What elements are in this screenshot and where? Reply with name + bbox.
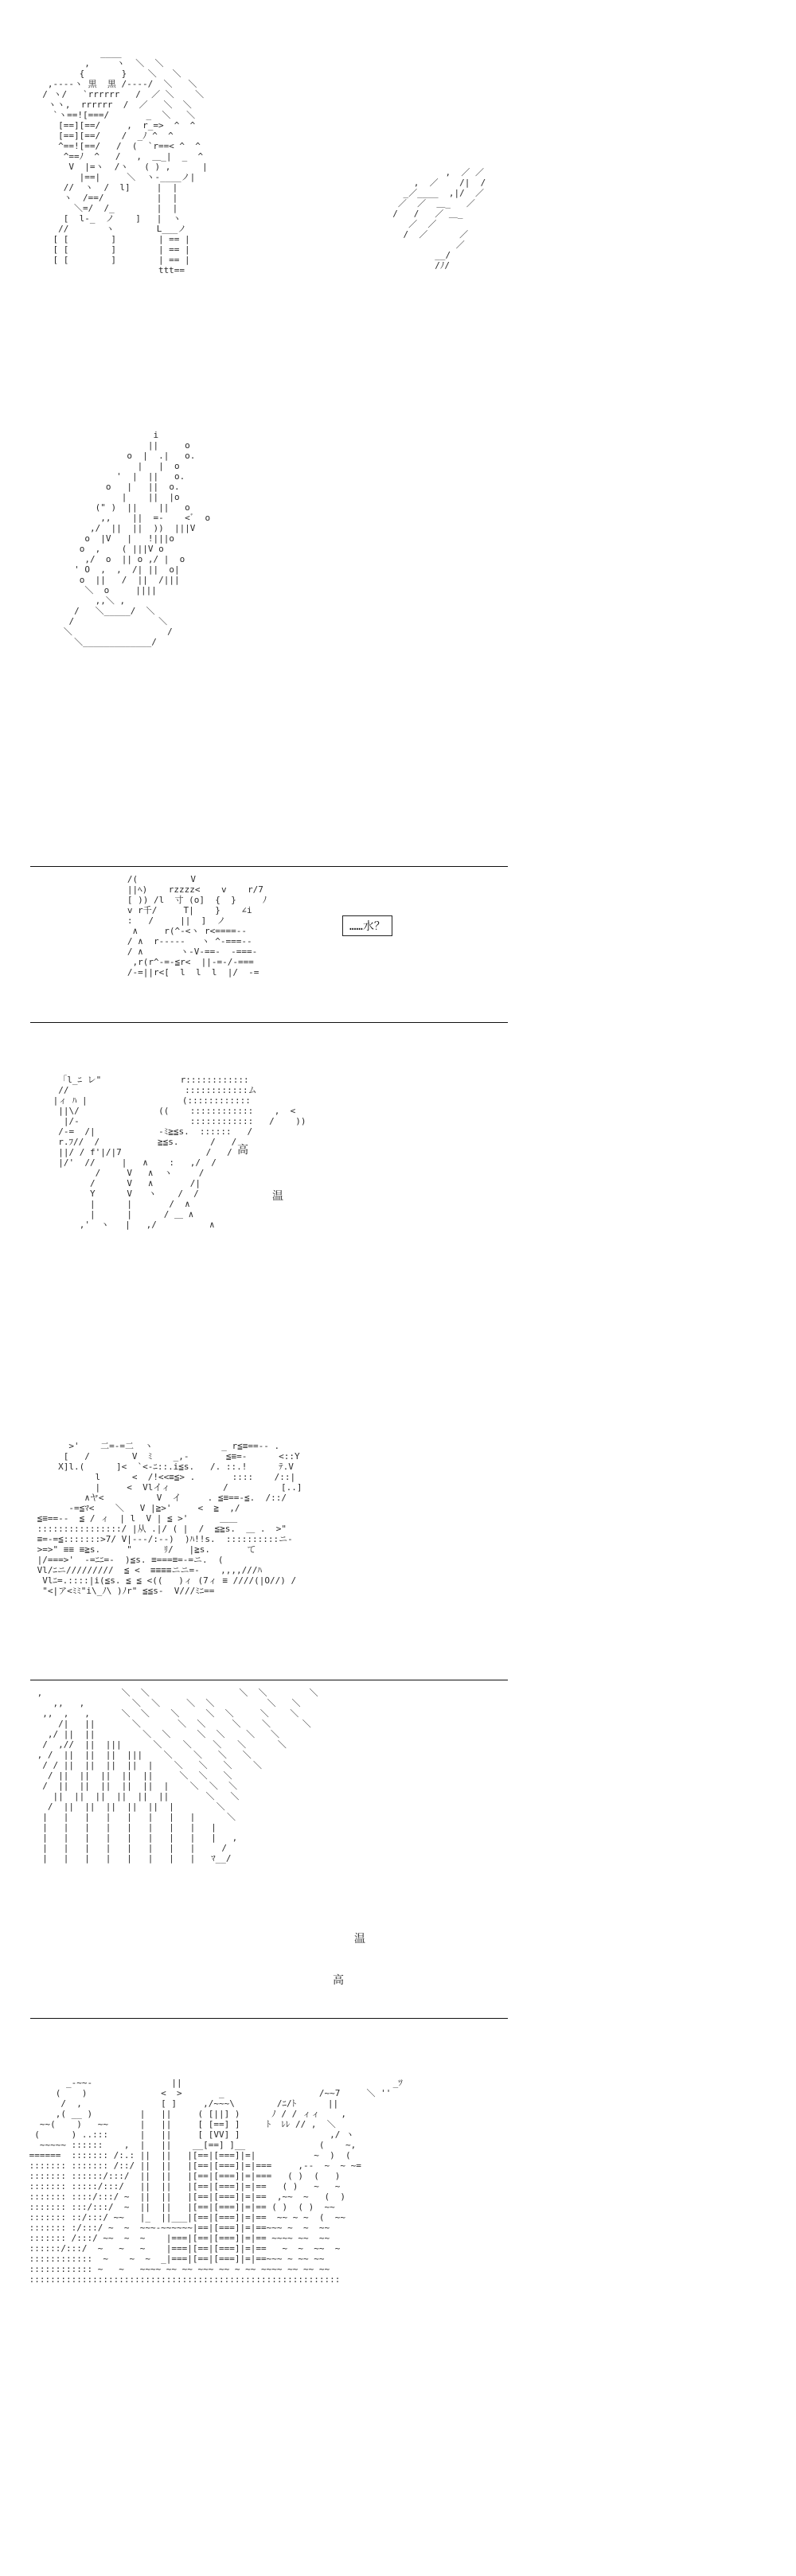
ascii-art-ruins: _-~~- || _ﾂ ( ) < > _ /~~7 ＼ '' / , [ ] ,/~~~\ /ﾆ/ﾄ || ,( __ ) | || ( [||] ) ﾉ / / ィィ , ~~( ) ~~ | || [ [==] ] ﾄ ﾚﾚ // , ＼ ( ) ..::: | || [ [VV] ] ,/ ヽ ~~~~~ :::::: , | || __[==] ]__ ( ~, ====== ::::::: /:.: || || |[==|[===]|=| ~ ) ( ::::::: ::::::: /::/ || || |[==|[===]|=|=== ,-- ~ ~ ~= ::::::: ::::::/:::/ || || |[==|[===]|=|=== ( ) ( ) ::::::: :::::/:::/ || || |[==|[===]|=|== ( ) ~ ~ ::::::: ::::/:::/ ~ || || |[==|[===]|=|== ,~~ ~ ( ) ::::::: :::/:::/ ~ || || |[==|[===]|=|== ( ) ( ) ~~ ::::::: ::/:::/ ~~ |_ ||___|[==|[===]|=|== ~~ ~ ~ ( ~~ ::::::: :/:::/ ~ ~ ~~~-~~~~~~|==|[===]|=|==~~~ ~ ~ ~~ ::::::: /:::/ ~~ ~ ~ |===|[==|[===]|=|== ~~~~ ~~ ~~ ::::::/:::/ ~ ~ ~ |===|[==|[===]|=|== ~ ~ ~~ ~ :::::::::::: ~ ~ ~ _|===|[==|[===]|=|==~~~ ~ ~~ ~~ :::::::::::: ~ ~ ~~~~ ~~ ~~ ~~~ ~~ ~ ~~ ~~~~ ~~ ~~ ~~ ::::::::::::::::::::::::::::::::::::::::::::::::::::::::::: [29, 2078, 403, 2285]
top-rule [30, 866, 508, 867]
panel-2 [0, 414, 796, 844]
ascii-art-bubbles: i || o o | .| o. | | o ' | || o. o | || o. | || |o (" ) || || o ,, || =- <ﾞ o ,/ || || )) |||V o |V | !|||o o , ( |||V o ,/ o || o ,/ | o ' O , , /| || o| o || / || /||| ＼ o |||| ,,＼ , / ＼_____/ ＼ / ＼ ＼ / ＼_____________/ [63, 430, 211, 647]
panel-7 [0, 2054, 796, 2563]
hot-label-b: 温 [272, 1190, 283, 1203]
ascii-art-sun-rays: , ＼ ＼ ＼ ＼ ＼ ,, , ＼ ＼ ＼ ＼ ＼ ＼ ,, , , ＼ ＼ ＼ ＼ ＼ ＼ ＼ /| || ＼ ＼ ＼ ＼ ＼ ＼ ,/ || || ＼ ＼ ＼ ＼ ＼ ＼ / ,// || ||| ＼ ＼ ＼ ＼ ＼ , / || || || ||| ＼ ＼ ＼ ＼ / / || || || || | ＼ ＼ ＼ ＼ / || || || || || ＼ ＼ ＼ / || || || || || | ＼ ＼ ＼ || || || || || || ＼ ＼ / || || || || || | ＼ | | | | | | | | ＼ | | | | | | | | | | | | | | | | | | , | | | | | | | | / | | | | | | | | ﾏ__/ [37, 1688, 318, 1864]
bottom-rule-6 [30, 2018, 508, 2019]
hot-label-d: 高 [333, 1974, 344, 1987]
hot-label-a: 高 [237, 1144, 248, 1157]
bottom-rule [30, 1022, 508, 1023]
ascii-art-streaks: , ／ ／ , ／ /| / _／____ ,|/ ／ ／ ／ ＿_ ／ / / ／ ＿_ ／ ／ / ／ ／ ／ __/ /ﾉ/ [392, 167, 486, 271]
panel-3 [0, 866, 796, 1025]
panel-1 [0, 24, 796, 398]
ascii-art-figure: ____ , ヽ ＼ ＼ { } ＼ ＼ ,----ヽ 黒 黒 /----/ ＼ ＼ / ヽ/ `rrrrrr / ／ ＼ ＼ ヽヽ, rrrrrr / ／ ＼ ＼ `ヽ==![===/ _ ＼ ＼ [==][==/ , r_=> ^ ^ [==][==/ / _ﾉ ^ ^ ^==![==/ / ( `r==< ^ ^ ^==ﾉ ^ / , ＿_| _ ^ V |=ヽ /ヽ ( ) , | |==| ＼ ヽ-____ノ| // ヽ / l] | | ヽ /==/ | | ＼=/ /_ | | [ l-_ ノ ] | ヽ // ヽ L___ノ [ [ ] | == | [ [ ] | == | [ [ ] | == | ttt== [42, 48, 208, 275]
speech-box: ……水？ [342, 915, 392, 936]
panel-5 [0, 1425, 796, 1664]
ascii-art-figure-hot: 「l_ﾆ レ" r:::::::::::: // ::::::::::::ム |ィ ﾊ | (:::::::::::: ||\/ (( :::::::::::: , < |/- :::::::::::: / )) /-= /| -ﾐ≧≦s. :::::: / r.ﾌ// / ≧≦s. / / ||/ / f'|/|7 / / |/' // | ∧ : ,/ / / V ∧ ヽ / / V ∧ /| Y V ヽ / / | | / ∧ | | / ＿ ∧ ,' ヽ | ,/ ∧ [53, 1075, 306, 1230]
ascii-art-fire: >' 二=-=二 ヽ _ r≦≡==-- . [ / V ﾐ _,- ≦≡=- <::Y X]l.( ]< `<-ﾆ::.i≦s. /. ::.! ﾃ.V l < /!<<≡≦> . :::: /::| | < Vlイィ / [..] ∧ヤ< V イ . ≦≡==-≦. /::/ -=≦ﾏ< ＼ V |≧>' < ≧ ,/ ≦≡==-- ≦ / ィ | l V | ≦ >' ＿＿ ::::::::::::::::/ |从 .|/ ( | / ≦≧s. ＿ . >" ≡=-=≦:::::::>7/ V|---/:--) )ﾊ!!s. ::::::::::ニ- >=>" ≡≡ ≡≧s. " ﾘ/ |≧s. て |/===>' -=ﾆﾆ=- )≦s. ≡===≡=-=ニ. ( Vl/ﾆニ///////// ≦ < ≡≡≡≡ニニ=- ,,,,///ﾊ Vlﾆ=.::::|i(≦s. ≦ ≦ <(( )ィ (7ィ ≡ ////(|O//) / "<|ア<ﾐﾐ"i\_ﾉ\ )ﾉr" ≦≦s- V///ﾐﾆ== [37, 1441, 302, 1596]
panel-6 [0, 1680, 796, 2022]
hot-label-c: 温 [354, 1933, 365, 1946]
panel-4 [0, 1059, 796, 1393]
ascii-art-scene: /( V ||ﾍ) rzzzz< v r/7 [ )) /l 寸 (o] { } ﾉ v r千/ T| } ∠i : / || ] ノ ∧ r(^-<ヽ r<====-- / ∧ r----- ヽ ^-===-- / ∧ ヽ-V-==- -===- ,r(r^-=-≦r< ||-=-/-=== /-=||r<[ l l l |/ -= [127, 874, 267, 978]
